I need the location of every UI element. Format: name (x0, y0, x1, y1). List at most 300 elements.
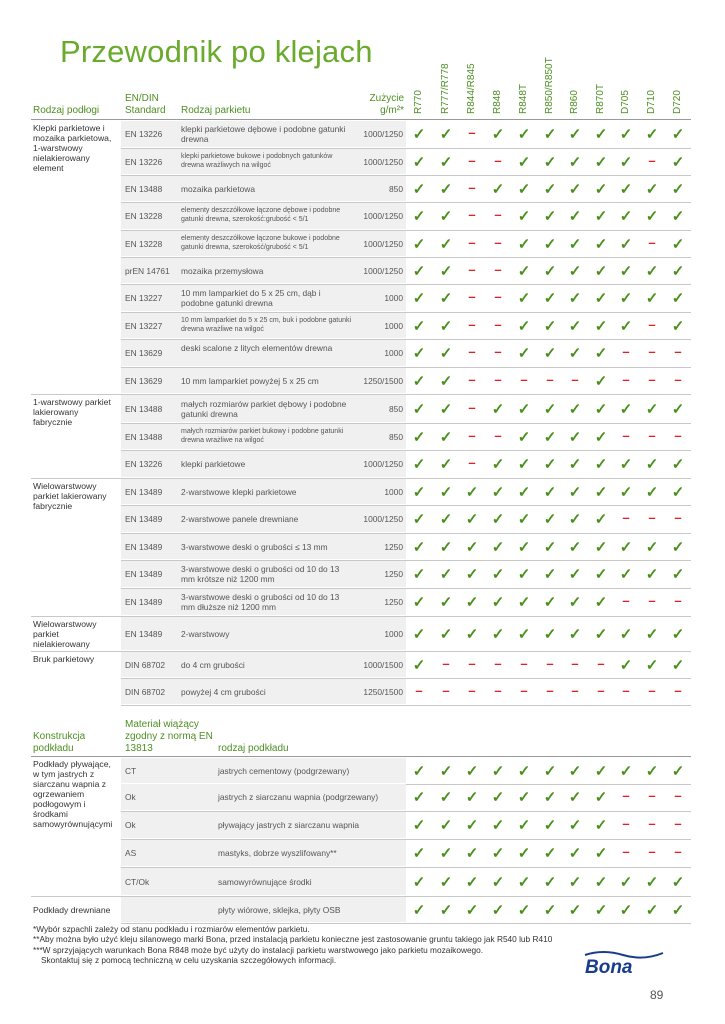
check-icon: ✓ (412, 538, 426, 556)
check-icon: ✓ (517, 873, 531, 891)
standard-cell: prEN 14761 (125, 265, 170, 276)
floor-type: Wielowarstwowy parkiet nielakierowany (33, 619, 97, 649)
check-icon: ✓ (594, 262, 608, 280)
check-icon: ✓ (491, 400, 505, 418)
dash-icon: – (468, 261, 476, 277)
check-icon: ✓ (671, 400, 685, 418)
check-icon: ✓ (568, 262, 582, 280)
parquet-type-cell: małych rozmiarów parkiet bukowy i podobne gatunki drewna wrażliwe na wilgoć (181, 427, 344, 444)
check-icon: ✓ (465, 566, 479, 583)
check-icon: ✓ (491, 873, 505, 891)
check-icon: ✓ (517, 594, 531, 611)
check-icon: ✓ (439, 594, 453, 611)
check-icon: ✓ (645, 400, 659, 418)
check-icon: ✓ (671, 656, 685, 674)
check-icon: ✓ (671, 262, 685, 280)
dash-icon: – (494, 289, 502, 304)
parquet-type-cell: klepki parkietowe dębowe i podobne gatunki drewna (181, 124, 346, 144)
check-icon: ✓ (568, 873, 582, 891)
check-icon: ✓ (594, 126, 608, 143)
check-icon: ✓ (594, 235, 608, 253)
check-icon: ✓ (517, 817, 531, 834)
check-icon: ✓ (568, 845, 582, 862)
check-icon: ✓ (517, 789, 531, 806)
check-icon: ✓ (671, 625, 685, 643)
subfloor-type-cell: samowyrównujące środki (218, 876, 312, 887)
check-icon: ✓ (517, 566, 531, 583)
check-icon: ✓ (465, 789, 479, 806)
check-icon: ✓ (543, 400, 557, 418)
standard-cell: EN 13489 (125, 541, 163, 552)
check-icon: ✓ (412, 290, 426, 307)
check-icon: ✓ (568, 594, 582, 611)
check-icon: ✓ (439, 456, 453, 473)
dash-icon: – (442, 682, 450, 698)
check-icon: ✓ (619, 126, 633, 143)
dash-icon: – (468, 207, 476, 222)
check-icon: ✓ (671, 180, 685, 198)
parquet-type-cell: elementy deszczółkowe łączone bukowe i podobne gatunki drewna, szerokość/grubość < 5/1 (181, 234, 340, 251)
floor-type: Wielowarstwowy parkiet lakierowany fabrycznie (33, 481, 107, 511)
standard-cell: EN 13629 (125, 375, 163, 386)
check-icon: ✓ (439, 126, 453, 143)
standard-cell: EN 13488 (125, 431, 163, 442)
check-icon: ✓ (645, 901, 659, 919)
product-label: D710 (646, 90, 657, 114)
dash-icon: – (648, 316, 656, 332)
check-icon: ✓ (619, 873, 633, 891)
check-icon: ✓ (412, 400, 426, 418)
check-icon: ✓ (645, 262, 659, 280)
check-icon: ✓ (645, 762, 659, 780)
check-icon: ✓ (543, 845, 557, 862)
dash-icon: – (648, 152, 656, 168)
check-icon: ✓ (594, 538, 608, 556)
dash-icon: – (494, 261, 502, 277)
standard-cell: EN 13629 (125, 348, 163, 358)
col-header-type: rodzaj podkładu (218, 743, 289, 754)
check-icon: ✓ (619, 538, 633, 556)
check-icon: ✓ (543, 456, 557, 473)
logo-text: Bona (585, 957, 633, 975)
check-icon: ✓ (543, 538, 557, 556)
row-divider (121, 705, 691, 706)
check-icon: ✓ (517, 428, 531, 446)
check-icon: ✓ (439, 762, 453, 780)
check-icon: ✓ (439, 873, 453, 891)
binding-material-cell: Ok (125, 792, 136, 802)
standard-cell: EN 13227 (125, 293, 163, 303)
dash-icon: – (520, 655, 528, 671)
dash-icon: – (442, 655, 450, 671)
parquet-type-cell: mozaika parkietowa (181, 183, 256, 194)
standard-cell: EN 13227 (125, 320, 163, 331)
product-label: R870T (595, 83, 606, 114)
check-icon: ✓ (439, 208, 453, 225)
standard-cell: EN 13488 (125, 403, 163, 414)
check-icon: ✓ (543, 262, 557, 280)
check-icon: ✓ (412, 789, 426, 806)
check-icon: ✓ (543, 290, 557, 307)
dash-icon: – (468, 289, 476, 304)
check-icon: ✓ (412, 153, 426, 171)
binding-material-cell: CT (125, 765, 137, 776)
floor-type: Klepki parkietowe i mozaika parkietowa, 1-warstwowy nielakierowany element (33, 123, 112, 173)
dash-icon: – (468, 152, 476, 168)
check-icon: ✓ (465, 625, 479, 643)
check-icon: ✓ (491, 456, 505, 473)
parquet-type-cell: klepki parkietowe bukowe i podobnych gatunków drewna wrażliwych na wilgoć (181, 152, 333, 169)
dash-icon: – (468, 344, 476, 359)
dash-icon: – (494, 655, 502, 671)
check-icon: ✓ (594, 873, 608, 891)
check-icon: ✓ (543, 345, 557, 362)
check-icon: ✓ (645, 456, 659, 473)
dash-icon: – (520, 682, 528, 698)
parquet-type-cell: 10 mm lamparkiet do 5 x 25 cm, buk i podobne gatunki drewna wrażliwe na wilgoć (181, 316, 352, 333)
parquet-type-cell: 2-warstwowe klepki parkietowe (181, 486, 297, 497)
dash-icon: – (674, 427, 682, 443)
dash-icon: – (468, 371, 476, 387)
check-icon: ✓ (568, 317, 582, 335)
check-icon: ✓ (517, 901, 531, 919)
usage-cell: 850 (389, 403, 403, 414)
usage-cell: 1000 (384, 486, 403, 497)
dash-icon: – (622, 427, 630, 443)
parquet-type-cell: 3-warstwowe deski o grubości od 10 do 13 mm krótsze niż 1200 mm (181, 564, 340, 584)
check-icon: ✓ (594, 566, 608, 583)
dash-icon: – (674, 371, 682, 387)
check-icon: ✓ (568, 208, 582, 225)
check-icon: ✓ (543, 511, 557, 528)
check-icon: ✓ (517, 538, 531, 556)
check-icon: ✓ (619, 625, 633, 643)
check-icon: ✓ (619, 180, 633, 198)
group-divider (31, 651, 121, 652)
check-icon: ✓ (619, 456, 633, 473)
check-icon: ✓ (412, 566, 426, 583)
check-icon: ✓ (645, 625, 659, 643)
check-icon: ✓ (517, 126, 531, 143)
check-icon: ✓ (439, 817, 453, 834)
dash-icon: – (494, 371, 502, 387)
check-icon: ✓ (439, 372, 453, 390)
page-title: Przewodnik po klejach (60, 34, 373, 69)
footnote-4: Skontaktuj się z pomocą techniczną w celu uzyskania szczegółowych informacji. (41, 955, 337, 966)
standard-cell: EN 13228 (125, 238, 163, 249)
check-icon: ✓ (517, 153, 531, 171)
check-icon: ✓ (465, 511, 479, 528)
dash-icon: – (648, 510, 656, 525)
check-icon: ✓ (543, 126, 557, 143)
footnotes (33, 924, 552, 966)
dash-icon: – (494, 316, 502, 332)
check-icon: ✓ (619, 656, 633, 674)
dash-icon: – (648, 682, 656, 698)
check-icon: ✓ (568, 762, 582, 780)
dash-icon: – (622, 844, 630, 859)
dash-icon: – (494, 427, 502, 443)
dash-icon: – (674, 788, 682, 803)
check-icon: ✓ (517, 317, 531, 335)
usage-cell: 1000 (384, 320, 403, 331)
dash-icon: – (468, 316, 476, 332)
check-icon: ✓ (645, 126, 659, 143)
floor-type: 1-warstwowy parkiet lakierowany fabrycznie (33, 397, 111, 427)
dash-icon: – (674, 593, 682, 608)
check-icon: ✓ (517, 400, 531, 418)
check-icon: ✓ (594, 817, 608, 834)
dash-icon: – (468, 399, 476, 415)
dash-icon: – (571, 682, 579, 698)
check-icon: ✓ (517, 456, 531, 473)
check-icon: ✓ (619, 262, 633, 280)
check-icon: ✓ (412, 625, 426, 643)
dash-icon: – (674, 844, 682, 859)
parquet-type-cell: 3-warstwowe deski o grubości od 10 do 13 mm dłuższe niż 1200 mm (181, 592, 340, 612)
dash-icon: – (546, 371, 554, 387)
check-icon: ✓ (543, 153, 557, 171)
parquet-type-cell: 2-warstwowy (181, 628, 230, 639)
check-icon: ✓ (594, 789, 608, 806)
dash-icon: – (622, 593, 630, 608)
col-header-material: Materiał wiążący zgodny z normą EN 13813 (125, 719, 213, 754)
footnote-1: *Wybór szpachli zależy od stanu podkładu i rozmiarów elementów parkietu. (33, 924, 310, 934)
subfloor-type-cell: jastrych z siarczanu wapnia (podgrzewany) (218, 792, 379, 802)
standard-cell: EN 13226 (125, 459, 163, 469)
subfloor-type-cell: jastrych cementowy (podgrzewany) (218, 765, 350, 776)
check-icon: ✓ (594, 428, 608, 446)
usage-cell: 1000 (384, 348, 403, 358)
check-icon: ✓ (671, 235, 685, 253)
standard-cell: EN 13226 (125, 129, 163, 139)
check-icon: ✓ (465, 538, 479, 556)
check-icon: ✓ (412, 345, 426, 362)
parquet-type-cell: 3-warstwowe deski o grubości ≤ 13 mm (181, 541, 328, 552)
check-icon: ✓ (645, 538, 659, 556)
check-icon: ✓ (568, 511, 582, 528)
check-icon: ✓ (594, 372, 608, 390)
product-label: D705 (620, 90, 631, 114)
usage-cell: 1000/1250 (363, 238, 403, 249)
check-icon: ✓ (491, 817, 505, 834)
product-label: R777/R778 (440, 63, 451, 114)
usage-cell: 1000/1250 (363, 265, 403, 276)
check-icon: ✓ (568, 817, 582, 834)
check-icon: ✓ (439, 235, 453, 253)
check-icon: ✓ (412, 317, 426, 335)
check-icon: ✓ (412, 594, 426, 611)
standard-cell: EN 13489 (125, 597, 163, 607)
col-header-standard: EN/DIN Standard (125, 93, 166, 116)
check-icon: ✓ (568, 901, 582, 919)
subfloor-type-cell: pływający jastrych z siarczanu wapnia (218, 820, 360, 830)
check-icon: ✓ (439, 789, 453, 806)
check-icon: ✓ (645, 873, 659, 891)
check-icon: ✓ (465, 873, 479, 891)
group-divider (31, 616, 121, 617)
product-label: R844/R845 (466, 63, 477, 114)
dash-icon: – (494, 152, 502, 168)
check-icon: ✓ (671, 483, 685, 501)
dash-icon: – (415, 682, 423, 698)
parquet-type-cell: mozaika przemysłowa (181, 265, 264, 276)
check-icon: ✓ (517, 762, 531, 780)
check-icon: ✓ (568, 235, 582, 253)
dash-icon: – (468, 682, 476, 698)
dash-icon: – (622, 510, 630, 525)
parquet-type-cell: elementy deszczółkowe łączone dębowe i podobne gatunki drewna, szerokość:grubość < 5/1 (181, 207, 341, 223)
usage-cell: 850 (389, 183, 403, 194)
usage-cell: 1000/1250 (363, 211, 403, 221)
check-icon: ✓ (671, 126, 685, 143)
check-icon: ✓ (619, 290, 633, 307)
col-header-floor: Rodzaj podłogi (33, 105, 100, 116)
subfloor-construction: Podkłady pływające, w tym jastrych z siarczanu wapnia z ogrzewaniem podłogowym i środkami samowyrównującymi (33, 759, 113, 829)
usage-cell: 1250/1500 (363, 686, 403, 697)
product-label: D720 (672, 90, 683, 114)
check-icon: ✓ (439, 180, 453, 198)
bona-logo (583, 951, 665, 975)
check-icon: ✓ (568, 625, 582, 643)
check-icon: ✓ (594, 400, 608, 418)
check-icon: ✓ (517, 262, 531, 280)
check-icon: ✓ (491, 180, 505, 198)
check-icon: ✓ (439, 262, 453, 280)
dash-icon: – (468, 455, 476, 470)
check-icon: ✓ (439, 317, 453, 335)
check-icon: ✓ (543, 235, 557, 253)
check-icon: ✓ (412, 511, 426, 528)
dash-icon: – (622, 816, 630, 831)
check-icon: ✓ (619, 483, 633, 501)
usage-cell: 1000/1250 (363, 459, 403, 469)
standard-cell: EN 13489 (125, 628, 163, 639)
standard-cell: EN 13488 (125, 183, 163, 194)
parquet-type-cell: powyżej 4 cm grubości (181, 686, 266, 697)
check-icon: ✓ (517, 625, 531, 643)
dash-icon: – (571, 371, 579, 387)
check-icon: ✓ (439, 566, 453, 583)
check-icon: ✓ (594, 456, 608, 473)
check-icon: ✓ (491, 594, 505, 611)
dash-icon: – (571, 655, 579, 671)
check-icon: ✓ (465, 594, 479, 611)
check-icon: ✓ (439, 290, 453, 307)
footnote-3: ***W sprzyjających warunkach Bona R848 może być użyty do instalacji parkietu warstwowego jako parkietu mozaikowego. (33, 944, 484, 955)
binding-material-cell: Ok (125, 820, 136, 830)
check-icon: ✓ (619, 317, 633, 335)
check-icon: ✓ (671, 290, 685, 307)
check-icon: ✓ (517, 345, 531, 362)
check-icon: ✓ (439, 400, 453, 418)
check-icon: ✓ (491, 625, 505, 643)
dash-icon: – (648, 371, 656, 387)
standard-cell: EN 13228 (125, 211, 163, 221)
check-icon: ✓ (568, 180, 582, 198)
check-icon: ✓ (543, 762, 557, 780)
dash-icon: – (674, 682, 682, 698)
check-icon: ✓ (568, 789, 582, 806)
check-icon: ✓ (439, 345, 453, 362)
check-icon: ✓ (543, 625, 557, 643)
check-icon: ✓ (439, 483, 453, 501)
check-icon: ✓ (568, 538, 582, 556)
product-label: R848T (518, 83, 529, 114)
parquet-type-cell: 2-warstwowe panele drewniane (181, 514, 299, 524)
col-header-parquet: Rodzaj parkietu (181, 105, 251, 116)
dash-icon: – (494, 207, 502, 222)
dash-icon: – (674, 344, 682, 359)
check-icon: ✓ (619, 762, 633, 780)
subfloor-construction: Podkłady drewniane (33, 904, 111, 915)
group-divider (31, 394, 121, 395)
subfloor-type-cell: płyty wiórowe, sklejka, płyty OSB (218, 904, 341, 915)
usage-cell: 1250 (384, 569, 403, 579)
check-icon: ✓ (491, 845, 505, 862)
check-icon: ✓ (491, 538, 505, 556)
check-icon: ✓ (491, 901, 505, 919)
check-icon: ✓ (412, 845, 426, 862)
check-icon: ✓ (594, 208, 608, 225)
check-icon: ✓ (491, 126, 505, 143)
check-icon: ✓ (645, 180, 659, 198)
check-icon: ✓ (568, 153, 582, 171)
parquet-type-cell: 10 mm lamparkiet powyżej 5 x 25 cm (181, 375, 319, 386)
check-icon: ✓ (465, 762, 479, 780)
dash-icon: – (674, 816, 682, 831)
dash-icon: – (648, 844, 656, 859)
check-icon: ✓ (645, 656, 659, 674)
usage-cell: 1250/1500 (363, 375, 403, 386)
dash-icon: – (648, 816, 656, 831)
dash-icon: – (648, 593, 656, 608)
check-icon: ✓ (543, 180, 557, 198)
dash-icon: – (468, 125, 476, 140)
check-icon: ✓ (568, 456, 582, 473)
dash-icon: – (674, 510, 682, 525)
dash-icon: – (494, 344, 502, 359)
product-label: R850/R850T (544, 57, 555, 114)
check-icon: ✓ (671, 456, 685, 473)
check-icon: ✓ (594, 153, 608, 171)
dash-icon: – (546, 655, 554, 671)
dash-icon: – (494, 234, 502, 250)
check-icon: ✓ (568, 126, 582, 143)
check-icon: ✓ (594, 845, 608, 862)
check-icon: ✓ (412, 456, 426, 473)
dash-icon: – (597, 655, 605, 671)
dash-icon: – (648, 234, 656, 250)
check-icon: ✓ (465, 817, 479, 834)
check-icon: ✓ (465, 901, 479, 919)
usage-cell: 1000/1250 (363, 156, 403, 167)
check-icon: ✓ (619, 235, 633, 253)
check-icon: ✓ (465, 483, 479, 501)
dash-icon: – (622, 788, 630, 803)
product-label: R770 (413, 90, 424, 114)
dash-icon: – (468, 427, 476, 443)
standard-cell: EN 13489 (125, 514, 163, 524)
check-icon: ✓ (543, 901, 557, 919)
check-icon: ✓ (619, 208, 633, 225)
check-icon: ✓ (412, 483, 426, 501)
check-icon: ✓ (412, 762, 426, 780)
parquet-type-cell: 10 mm lamparkiet do 5 x 25 cm, dąb i podobne gatunki drewna (181, 288, 321, 308)
dash-icon: – (468, 179, 476, 195)
footnote-2: **Aby można było użyć kleju silanowego marki Bona, przed instalacją parkietu konieczne jest zastosowanie gruntu takiego jak R540 lub R410 (33, 934, 553, 945)
check-icon: ✓ (568, 400, 582, 418)
